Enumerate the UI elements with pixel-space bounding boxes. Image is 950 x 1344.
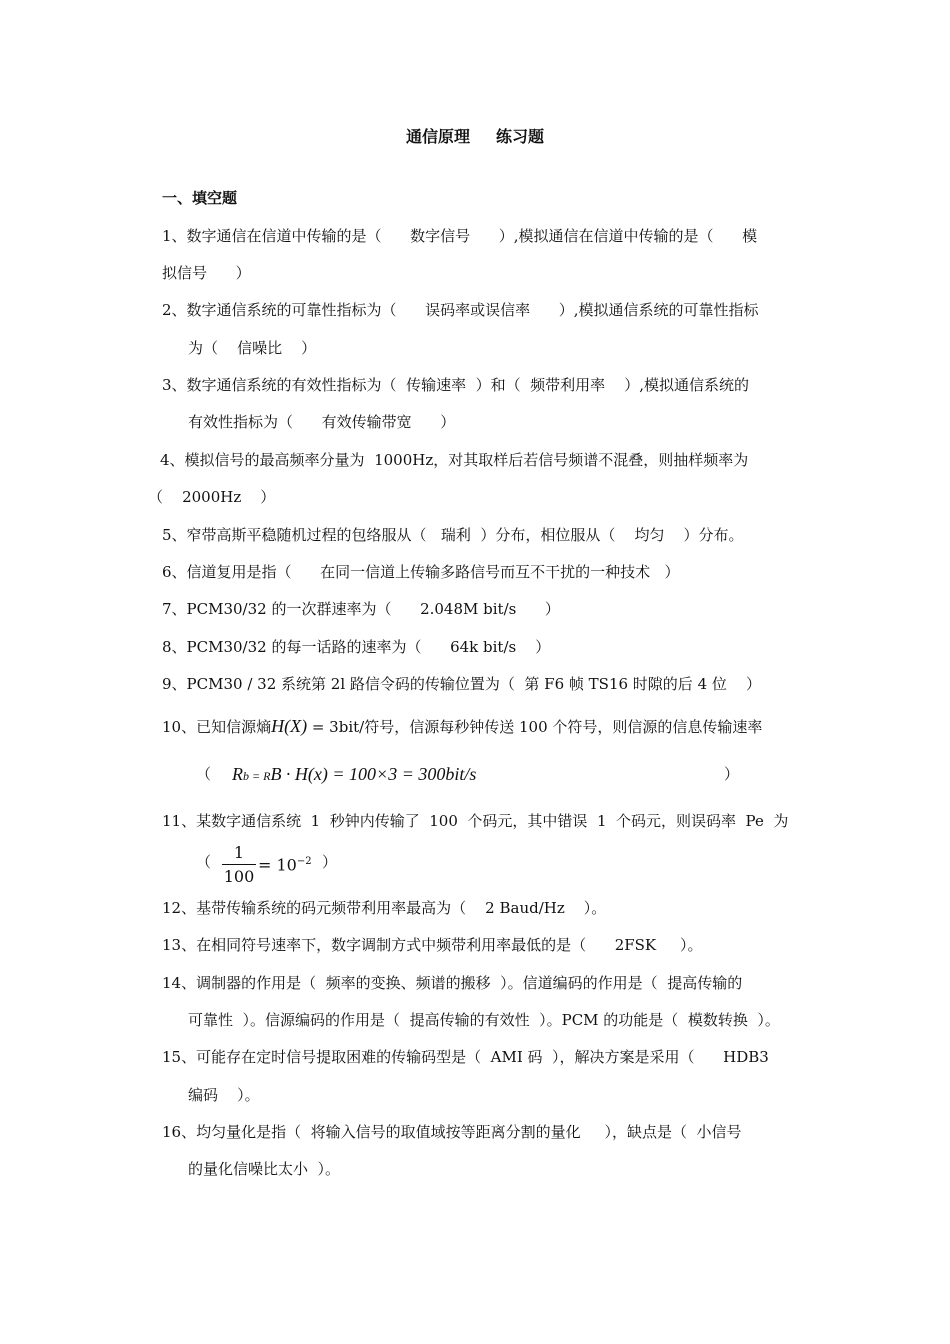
question-15-line-2: 编码 ）。 (188, 1086, 260, 1104)
question-3-line-2: 有效性指标为（ 有效传输带宽 ） (188, 413, 456, 431)
question-4-line-1: 4、模拟信号的最高频率分量为 1000Hz，对其取样后若信号频谱不混叠，则抽样频率为 (160, 451, 749, 469)
q10-entropy-formula: H(X) (271, 716, 308, 736)
q11-open-paren: （ (196, 853, 212, 871)
q11-numerator: 1 (233, 843, 245, 862)
q11-equals-power (258, 852, 312, 875)
fraction-bar (222, 864, 256, 865)
q11-denominator: 100 (223, 867, 255, 886)
question-15-line-1: 15、可能存在定时信号提取困难的传输码型是（ AMI 码 ），解决方案是采用（ HDB3 (162, 1048, 769, 1066)
question-16-line-2: 的量化信噪比太小 ）。 (188, 1160, 341, 1178)
question-1-line-2: 拟信号 ） (162, 264, 251, 282)
q10-rate-symbol: R (232, 764, 243, 784)
q10-rate-expression: b = R (243, 769, 271, 783)
q11-fraction (222, 843, 256, 886)
q10-close-paren: ） (724, 765, 740, 783)
question-12: 12、基带传输系统的码元频带利用率最高为（ 2 Baud/Hz ）。 (162, 899, 607, 917)
page-title (0, 124, 950, 147)
question-14-line-2: 可靠性 ）。信源编码的作用是（ 提高传输的有效性 ）。PCM 的功能是（ 模数转换 ）。 (188, 1011, 780, 1029)
q10-suffix: = 3bit/符号，信源每秒钟传送 100 个符号，则信源的信息传输速率 (307, 718, 763, 736)
question-13: 13、在相同符号速率下，数字调制方式中频带利用率最低的是（ 2FSK ）。 (162, 936, 703, 954)
question-14-line-1: 14、调制器的作用是（ 频率的变换、频谱的搬移 ）。信道编码的作用是（ 提高传输的 (162, 974, 743, 992)
question-2-line-2: 为（ 信噪比 ） (188, 339, 317, 357)
question-7: 7、PCM30/32 的一次群速率为（ 2.048M bit/s ） (162, 600, 560, 618)
question-10-line-1 (162, 716, 762, 737)
q10-rate-formula (232, 764, 476, 786)
q11-base: = 10 (258, 855, 297, 875)
title-part1: 通信原理 (405, 127, 470, 146)
question-2-line-1: 2、数字通信系统的可靠性指标为（ 误码率或误信率 ）,模拟通信系统的可靠性指标 (162, 301, 759, 319)
question-4-line-2: （ 2000Hz ） (148, 488, 276, 506)
question-5: 5、窄带高斯平稳随机过程的包络服从（ 瑞利 ）分布，相位服从（ 均匀 ）分布。 (162, 526, 744, 544)
question-8: 8、PCM30/32 的每一话路的速率为（ 64k bit/s ） (162, 638, 551, 656)
section-heading: 一、填空题 (162, 189, 238, 207)
question-11-line-1: 11、某数字通信系统 1 秒钟内传输了 100 个码元，其中错误 1 个码元，则误码率 Pe 为 (162, 812, 789, 830)
title-part2: 练习题 (496, 127, 545, 146)
question-16-line-1: 16、均匀量化是指（ 将输入信号的取值域按等距离分割的量化 ），缺点是（ 小信号 (162, 1123, 742, 1141)
q11-exponent: −2 (296, 856, 312, 867)
question-3-line-1: 3、数字通信系统的有效性指标为（ 传输速率 ）和（ 频带利用率 ）,模拟通信系统的 (162, 376, 749, 394)
question-9: 9、PCM30 / 32 系统第 2l 路信令码的传输位置为（ 第 F6 帧 TS16 时隙的后 4 位 ） (162, 675, 761, 693)
q10-prefix: 10、已知信源熵 (162, 718, 272, 736)
question-1-line-1: 1、数字通信在信道中传输的是（ 数字信号 ）,模拟通信在信道中传输的是（ 模 (162, 227, 758, 245)
q11-close-paren: ） (322, 853, 338, 871)
q10-rate-expression-2: B · H(x) = 100×3 = 300bit/s (270, 764, 477, 784)
question-6: 6、信道复用是指（ 在同一信道上传输多路信号而互不干扰的一种技术 ） (162, 563, 680, 581)
q10-open-paren: （ (196, 765, 212, 783)
